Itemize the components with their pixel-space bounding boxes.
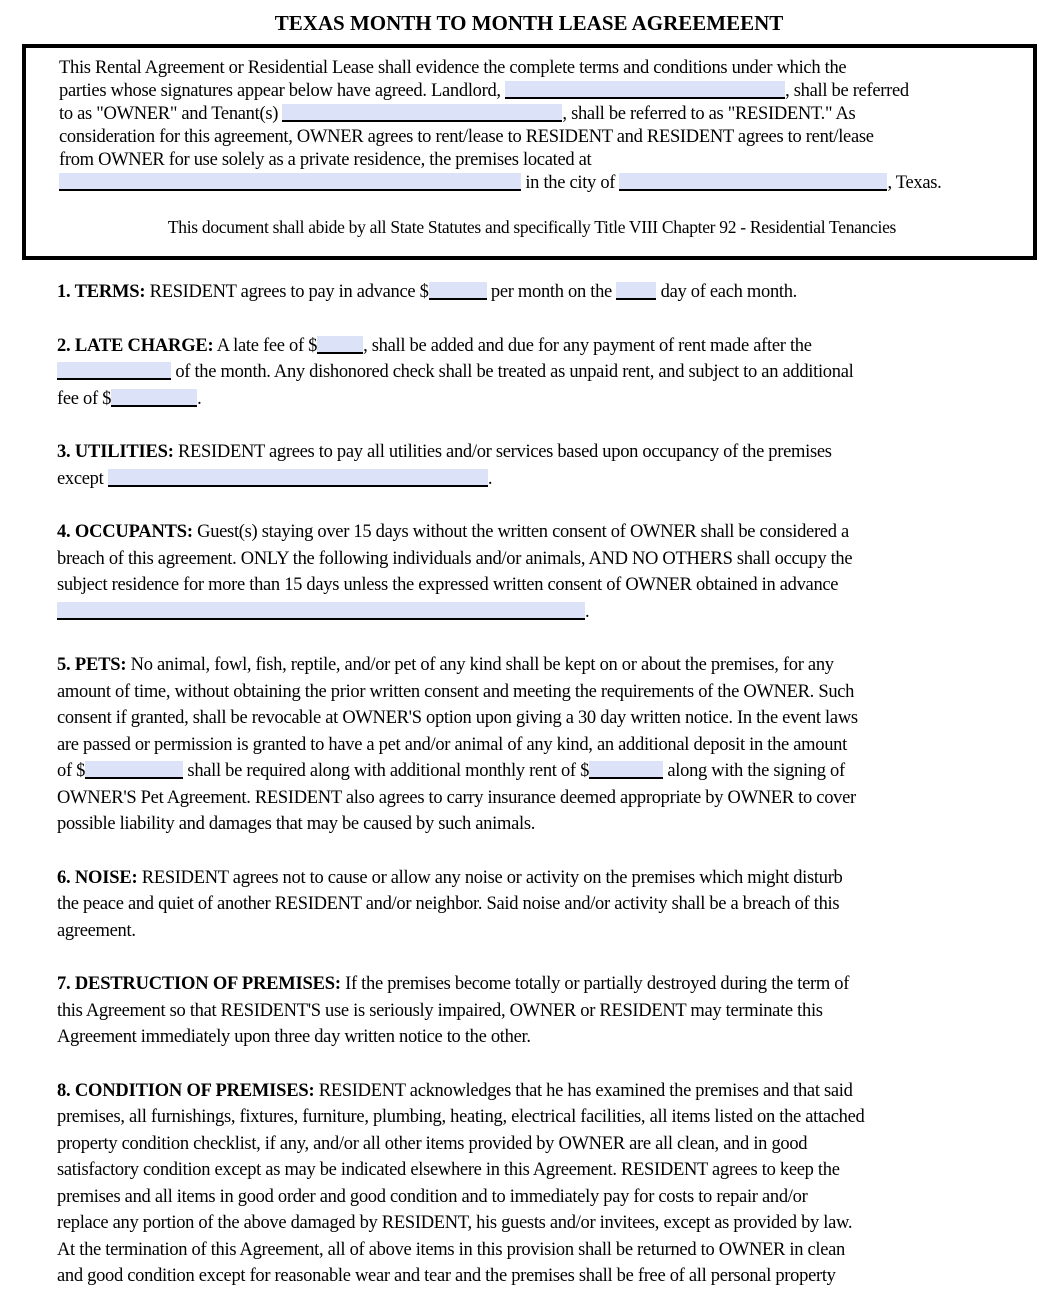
city-name-field[interactable] xyxy=(619,173,887,191)
statute-line: This document shall abide by all State Statutes and specifically Title VIII Chapter 92 - Residential Tenancies xyxy=(167,217,897,237)
section-noise: 6. NOISE: RESIDENT agrees not to cause or allow any noise or activity on the premises which might disturb the peace and quiet of another RESIDENT and/or neighbor. Said noise and/or activity shall be a breach of this agreement. xyxy=(57,867,843,941)
section-heading: 3. UTILITIES: xyxy=(57,442,174,462)
landlord-name-field[interactable] xyxy=(505,81,785,99)
section-destruction-of-premises: 7. DESTRUCTION OF PREMISES: If the premises become totally or partially destroyed during the term of this Agreement so that RESIDENT'S use is seriously impaired, OWNER or RESIDENT may terminate this Agreement immediately upon three day written notice to the other. xyxy=(57,974,850,1047)
pet-monthly-rent-field[interactable] xyxy=(589,761,663,779)
section-condition-of-premises: 8. CONDITION OF PREMISES: RESIDENT acknowledges that he has examined the premises and that said premises, all furnishings, fixtures, furniture, plumbing, heating, electrical facilities, all items listed on the attached property condition checklist, if any, and/or all other items provided by OWNER are all clean, and in good satisfactory condition except as may be indicated elsewhere in this Agreement. RESIDENT agrees to keep the premises and all items in good order and good condition and to immediately pay for costs to repair and/or replace any portion of the above damaged by RESIDENT, his guests and/or invitees, except as provided by law. At the termination of this Agreement, all of above items in this provision shall be returned to OWNER in clean and good condition except for reasonable wear and tear and the premises shall be free of all personal property xyxy=(57,1080,865,1286)
section-heading: 5. PETS: xyxy=(57,655,127,675)
pet-deposit-amount-field[interactable] xyxy=(85,761,183,779)
document-title: TEXAS MONTH TO MONTH LEASE AGREEMEENT xyxy=(274,11,784,35)
section-occupants: 4. OCCUPANTS: Guest(s) staying over 15 days without the written consent of OWNER shall be considered a breach of this agreement. ONLY the following individuals and/or animals, AND NO OTHERS shall occupy the subject residence for more than 15 days unless the expressed written consent of OWNER obtained in advance . xyxy=(57,522,853,622)
section-heading: 6. NOISE: xyxy=(57,867,138,888)
section-heading: 2. LATE CHARGE: xyxy=(57,335,214,356)
dishonored-check-fee-field[interactable] xyxy=(111,389,197,407)
late-after-day-field[interactable] xyxy=(57,362,171,380)
section-heading: 7. DESTRUCTION OF PREMISES: xyxy=(57,974,341,994)
premises-address-field[interactable] xyxy=(59,173,521,191)
late-fee-amount-field[interactable] xyxy=(317,336,363,354)
tenant-names-field[interactable] xyxy=(282,104,562,122)
utilities-exceptions-field[interactable] xyxy=(108,469,488,487)
section-heading: 8. CONDITION OF PREMISES: xyxy=(57,1080,315,1101)
section-heading: 1. TERMS: xyxy=(57,282,146,302)
sections-container xyxy=(57,279,1014,1290)
section-terms: 1. TERMS: RESIDENT agrees to pay in advance $ per month on the day of each month. xyxy=(57,282,798,302)
section-heading: 4. OCCUPANTS: xyxy=(57,522,193,542)
section-pets: 5. PETS: No animal, fowl, fish, reptile, and/or pet of any kind shall be kept on or about the premises, for any amount of time, without obtaining the prior written consent and meeting the requirements of the OWNER. Such consent if granted, shall be revocable at OWNER'S option upon giving a 30 day written notice. In the event laws are passed or permission is granted to have a pet and/or animal of any kind, an additional deposit in the amount of $ shall be required along with additional monthly rent of $ along with the signing of OWNER'S Pet Agreement. RESIDENT also agrees to carry insurance deemed appropriate by OWNER to cover possible liability and damages that may be caused by such animals. xyxy=(57,655,858,834)
monthly-rent-amount-field[interactable] xyxy=(429,282,487,300)
section-utilities: 3. UTILITIES: RESIDENT agrees to pay all utilities and/or services based upon occupancy of the premises except . xyxy=(57,442,832,489)
rent-due-day-field[interactable] xyxy=(616,282,656,300)
intro-box xyxy=(22,44,1037,260)
intro-paragraph: This Rental Agreement or Residential Lease shall evidence the complete terms and conditions under which the parties whose signatures appear below have agreed. Landlord, , shall be referred to as "OWNER" and Tenant(s) , shall be referred to as "RESIDENT." As consideration for this agreement, OWNER agrees to rent/lease to RESIDENT and RESIDENT agrees to rent/lease from OWNER for use solely as a private residence, the premises located at in the city of , Texas. xyxy=(59,58,942,193)
section-late-charge: 2. LATE CHARGE: A late fee of $ , shall be added and due for any payment of rent made after the of the month. Any dishonored check shall be treated as unpaid rent, and subject to an additional fee of $ . xyxy=(57,335,854,409)
approved-occupants-field[interactable] xyxy=(57,602,585,620)
